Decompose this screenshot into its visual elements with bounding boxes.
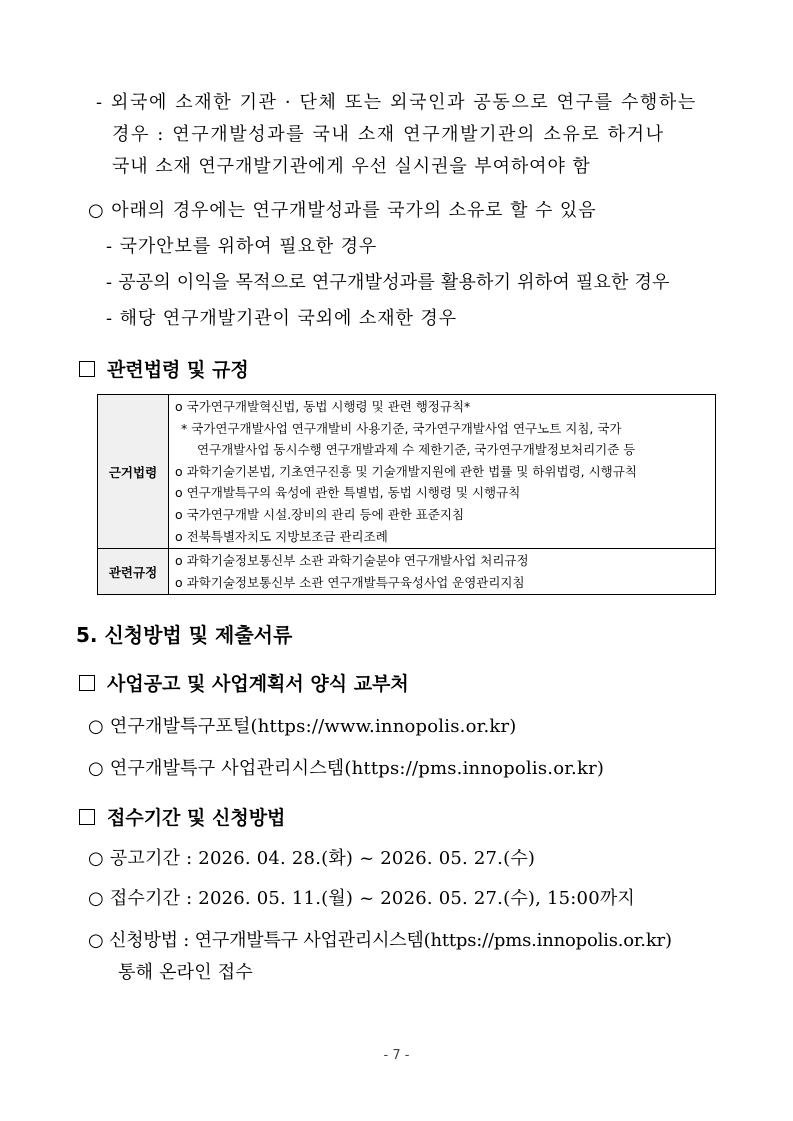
notice-period: ○ 공고기간 : 2026. 04. 28.(화) ~ 2026. 05. 27.(수) (88, 848, 536, 869)
rule-line: o 과학기술정보통신부 소관 연구개발특구육성사업 운영관리지침 (175, 574, 525, 590)
forms-heading (79, 672, 409, 696)
checkbox-square-icon (79, 675, 95, 691)
rules-label: 관련규정 (98, 549, 169, 595)
law-note: 연구개발사업 동시수행 연구개발과제 수 제한기준, 국가연구개발정보처리기준 등 (197, 442, 636, 458)
checkbox-square-icon (79, 361, 95, 377)
list-item: - 공공의 이익을 목적으로 연구개발성과를 활용하기 위하여 필요한 경우 (106, 272, 670, 293)
portal-link[interactable]: ○ 연구개발특구포털(https://www.innopolis.or.kr) (88, 716, 517, 737)
section-title: 5. 신청방법 및 제출서류 (76, 623, 293, 647)
table-row (98, 549, 716, 595)
law-line: o 국가연구개발 시설.장비의 관리 등에 관한 표준지침 (175, 506, 465, 522)
forms-heading-text: 사업공고 및 사업계획서 양식 교부처 (107, 673, 409, 695)
list-item: - 해당 연구개발기관이 국외에 소재한 경우 (106, 308, 457, 329)
law-line: o 국가연구개발혁신법, 동법 시행령 및 관련 행정규칙* (175, 399, 471, 414)
receipt-period: ○ 접수기간 : 2026. 05. 11.(월) ~ 2026. 05. 27.(수), 15:00까지 (88, 888, 636, 909)
period-heading-text: 접수기간 및 신청방법 (107, 807, 286, 829)
law-line: o 과학기술기본법, 기초연구진흥 및 기술개발지원에 관한 법률 및 하위법령, 시행규칙 (175, 463, 637, 479)
application-method: ○ 신청방법 : 연구개발특구 사업관리시스템(https://pms.innopolis.or.kr) (88, 930, 672, 951)
rule-line: o 과학기술정보통신부 소관 과학기술분야 연구개발사업 처리규정 (175, 553, 529, 569)
list-item-foreign-cont: 경우 : 연구개발성과를 국내 소재 연구개발기관의 소유로 하거나 (112, 124, 665, 145)
pms-link[interactable]: ○ 연구개발특구 사업관리시스템(https://pms.innopolis.or.kr) (88, 758, 605, 779)
checkbox-square-icon (79, 809, 95, 825)
table-row (98, 395, 716, 549)
list-item: - 국가안보를 위하여 필요한 경우 (106, 236, 378, 257)
law-note: * 국가연구개발사업 연구개발비 사용기준, 국가연구개발사업 연구노트 지침, 국가 (181, 420, 622, 436)
laws-heading (79, 358, 249, 382)
laws-table (97, 394, 716, 595)
list-item-foreign-cont: 국내 소재 연구개발기관에게 우선 실시권을 부여하여야 함 (112, 156, 591, 177)
application-method-cont: 통해 온라인 접수 (118, 962, 253, 983)
basis-label: 근거법령 (98, 395, 169, 549)
rules-cell (169, 549, 716, 595)
page-number: - 7 - (383, 1048, 410, 1063)
basis-cell (169, 395, 716, 549)
list-item-foreign: - 외국에 소재한 기관 · 단체 또는 외국인과 공동으로 연구를 수행하는 (96, 92, 697, 113)
period-heading (79, 806, 285, 830)
law-line: o 전북특별자치도 지방보조금 관리조례 (175, 528, 388, 544)
circle-item-national-ownership: ○ 아래의 경우에는 연구개발성과를 국가의 소유로 할 수 있음 (88, 200, 597, 221)
laws-heading-text: 관련법령 및 규정 (107, 359, 249, 381)
law-line: o 연구개발특구의 육성에 관한 특별법, 동법 시행령 및 시행규칙 (175, 485, 521, 501)
